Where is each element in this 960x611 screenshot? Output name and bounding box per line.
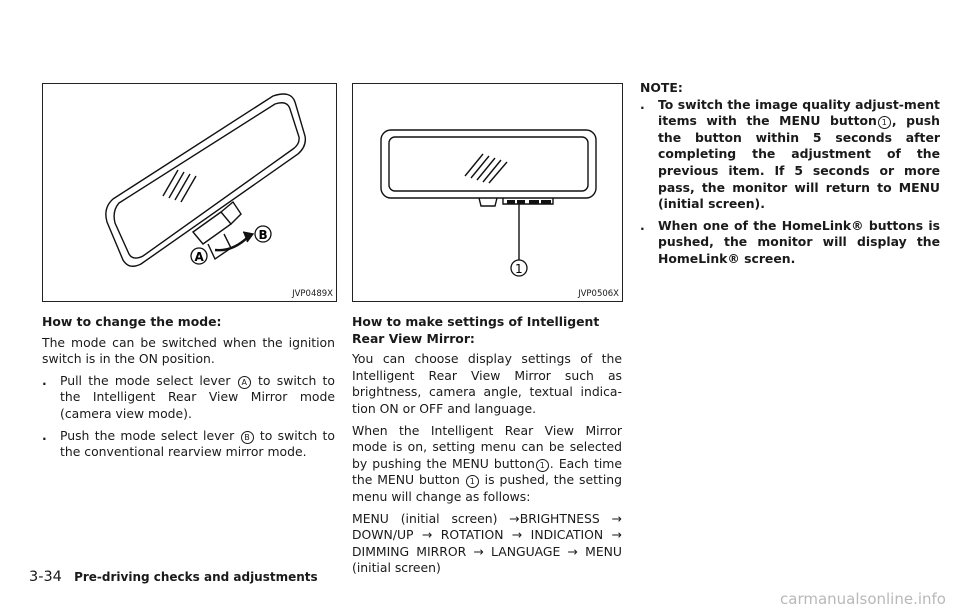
ref-circle: B bbox=[241, 431, 254, 444]
section-heading: How to make settings of Intelligent Rear View Mirror: bbox=[352, 314, 600, 346]
page-number: 3-34 bbox=[29, 569, 62, 585]
menu-sequence: MENU (initial screen) →BRIGHTNESS → DOWN/UP → ROTATION → INDICATION → DIMMING MIRROR → LANGUAGE → MENU (initial screen) bbox=[352, 510, 622, 576]
list-item: . When one of the HomeLink® buttons is pushed, the monitor will display the HomeLink® screen. bbox=[640, 217, 940, 266]
column-settings bbox=[352, 314, 622, 582]
ref-circle: 1 bbox=[536, 459, 549, 472]
callout-b: B bbox=[258, 228, 268, 242]
figure-menu-button bbox=[352, 83, 623, 302]
figure-label: JVP0489X bbox=[292, 289, 333, 299]
callout-1: 1 bbox=[515, 262, 523, 276]
section-title: Pre-driving checks and adjustments bbox=[74, 570, 318, 584]
mirror-menu-illustration bbox=[353, 84, 622, 301]
ref-circle: A bbox=[238, 376, 251, 389]
bullet-text: to switch to the Intelligent Rear View Mirror mode (camera view mode). bbox=[60, 372, 335, 421]
mirror-lever-illustration bbox=[43, 84, 336, 301]
list-item: . Pull the mode select lever A to switch to the Intelligent Rear View Mirror mode (camera view mode). bbox=[42, 372, 335, 421]
column-notes bbox=[640, 80, 940, 273]
bullet-text: to switch to the conventional rearview mirror mode. bbox=[60, 427, 335, 460]
intro-paragraph: The mode can be switched when the ignition switch is in the ON position. bbox=[42, 334, 335, 367]
bullet-text: Pull the mode select lever bbox=[60, 372, 231, 388]
paragraph: You can choose display settings of the Intelligent Rear View Mirror such as brightness, camera angle, textual indica-tion ON or OFF and language. bbox=[352, 351, 622, 416]
figure-mode-lever bbox=[42, 83, 337, 302]
ref-circle: 1 bbox=[878, 116, 891, 129]
note-title: NOTE: bbox=[640, 80, 683, 95]
ref-circle: 1 bbox=[466, 475, 479, 488]
callout-a: A bbox=[194, 250, 204, 264]
list-item: . Push the mode select lever B to switch to the conventional rearview mirror mode. bbox=[42, 427, 335, 460]
bullet-text: Push the mode select lever bbox=[60, 427, 235, 443]
column-mode-change bbox=[42, 314, 335, 466]
page-footer bbox=[29, 569, 318, 585]
watermark: carmanualsonline.info bbox=[780, 590, 946, 608]
figure-label: JVP0506X bbox=[578, 289, 619, 299]
paragraph: When the Intelligent Rear View Mirror mode is on, setting menu can be selected by pushing the MENU button 1 . Each time the MENU button 1 is pushed, the setting menu will change as follows: bbox=[352, 422, 622, 504]
list-item: . To switch the image quality adjust-ment items with the MENU button 1 , push the button within 5 seconds after completing the adjustment of the previous item. If 5 seconds or more pass, the monitor will return to MENU (initial screen). bbox=[640, 96, 940, 212]
section-heading: How to change the mode: bbox=[42, 314, 222, 329]
